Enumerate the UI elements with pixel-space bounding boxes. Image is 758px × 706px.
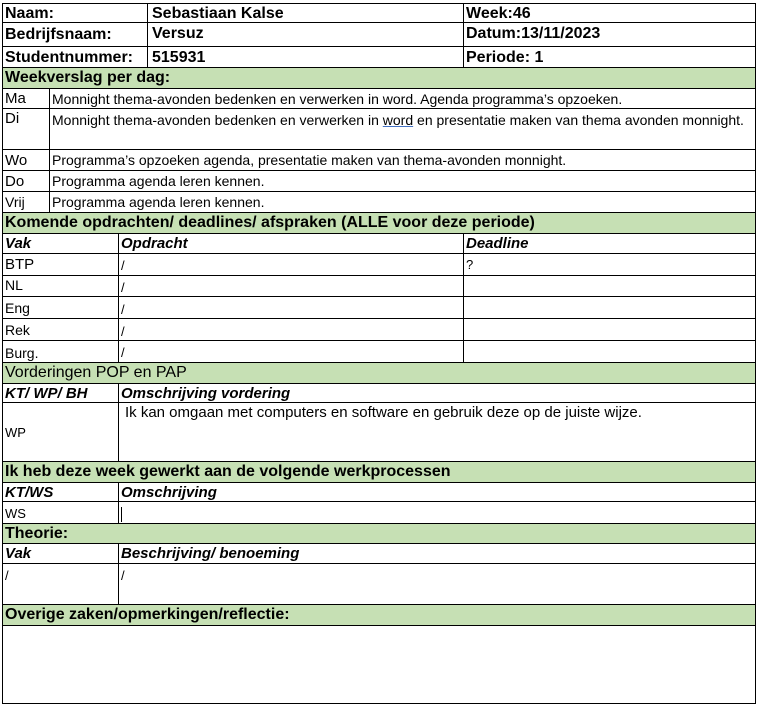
- day-text[interactable]: Programma agenda leren kennen.: [49, 192, 755, 212]
- period-label[interactable]: Periode: 1: [463, 47, 755, 67]
- col-subject: Vak: [5, 235, 32, 252]
- assignment-deadline[interactable]: [463, 297, 755, 318]
- assignment-text[interactable]: /: [118, 297, 463, 318]
- theory-header-row: [2, 544, 756, 564]
- col-description: Omschrijving vordering: [118, 384, 755, 402]
- weekly-report-form: [2, 3, 756, 704]
- header-row-student: [2, 47, 756, 68]
- assignment-subject: Rek: [5, 322, 30, 338]
- col-description: Beschrijving/ benoeming: [118, 544, 755, 563]
- day-label: Di: [5, 110, 20, 127]
- assignment-deadline[interactable]: ?: [463, 254, 755, 275]
- work-process-code: WS: [5, 506, 26, 521]
- student-number-label: Studentnummer:: [5, 49, 133, 66]
- weekly-report-title: Weekverslag per dag:: [2, 68, 756, 89]
- assignments-header-row: [2, 234, 756, 254]
- assignment-deadline[interactable]: [463, 276, 755, 296]
- day-text[interactable]: Monnight thema-avonden bedenken en verwerken in word. Agenda programma’s opzoeken.: [49, 89, 755, 108]
- day-row-wo: [2, 150, 756, 171]
- other-title: Overige zaken/opmerkingen/reflectie:: [2, 605, 756, 626]
- day-row-do: [2, 171, 756, 192]
- name-label: Naam:: [5, 5, 54, 22]
- assignment-row: [2, 319, 756, 341]
- assignment-subject: NL: [5, 277, 23, 293]
- progress-description[interactable]: Ik kan omgaan met computers en software en gebruik deze op de juiste wijze.: [118, 403, 755, 461]
- work-process-row: [2, 502, 756, 524]
- assignment-text[interactable]: /: [118, 341, 463, 362]
- day-label: Vrij: [5, 194, 25, 210]
- assignment-text[interactable]: /: [118, 319, 463, 340]
- other-content[interactable]: [2, 626, 756, 704]
- progress-row: [2, 403, 756, 462]
- theory-description[interactable]: /: [118, 564, 755, 604]
- day-text-after: en presentatie maken van thema avonden monnight.: [413, 112, 744, 128]
- day-label: Do: [5, 173, 25, 190]
- work-process-description[interactable]: [118, 502, 755, 523]
- theory-subject: /: [5, 568, 9, 583]
- week-label[interactable]: Week:46: [463, 4, 755, 22]
- assignment-row: [2, 341, 756, 363]
- assignment-text[interactable]: /: [118, 254, 463, 275]
- assignment-row: [2, 276, 756, 297]
- work-processes-header-row: [2, 483, 756, 502]
- assignment-text[interactable]: /: [118, 276, 463, 296]
- day-text[interactable]: Programma’s opzoeken agenda, presentatie maken van thema-avonden monnight.: [49, 150, 755, 170]
- day-row-di: [2, 109, 756, 150]
- day-text[interactable]: [49, 109, 755, 149]
- col-subject: Vak: [5, 545, 32, 562]
- progress-code: WP: [5, 425, 26, 440]
- theory-row: [2, 564, 756, 605]
- day-text-before: Monnight thema-avonden bedenken en verwerken in: [52, 112, 383, 128]
- assignment-row: [2, 297, 756, 319]
- assignment-deadline[interactable]: [463, 341, 755, 362]
- assignment-deadline[interactable]: [463, 319, 755, 340]
- day-row-ma: [2, 89, 756, 109]
- student-number-value[interactable]: 515931: [147, 47, 463, 67]
- assignment-row: [2, 254, 756, 276]
- assignment-subject: Eng: [5, 300, 30, 316]
- progress-header-row: [2, 384, 756, 403]
- name-value[interactable]: Sebastiaan Kalse: [147, 4, 463, 22]
- day-text-link: word: [382, 112, 414, 128]
- day-row-vrij: [2, 192, 756, 213]
- company-label: Bedrijfsnaam:: [5, 26, 112, 43]
- text-cursor: [121, 507, 122, 522]
- company-value[interactable]: Versuz: [147, 23, 463, 46]
- day-label: Ma: [5, 90, 26, 107]
- day-label: Wo: [5, 152, 28, 169]
- assignment-subject: Burg.: [5, 345, 39, 361]
- col-assignment: Opdracht: [118, 234, 463, 253]
- header-row-name: [2, 3, 756, 23]
- col-deadline: Deadline: [463, 234, 755, 253]
- assignments-title: Komende opdrachten/ deadlines/ afspraken (ALLE voor deze periode): [2, 213, 756, 234]
- col-code: KT/ WP/ BH: [5, 385, 88, 402]
- work-processes-title: Ik heb deze week gewerkt aan de volgende werkprocessen: [2, 462, 756, 483]
- assignment-subject: BTP: [5, 256, 35, 273]
- header-row-company: [2, 23, 756, 47]
- progress-title: Vorderingen POP en PAP: [2, 363, 756, 384]
- date-label[interactable]: Datum:13/11/2023: [463, 23, 755, 46]
- col-description: Omschrijving: [118, 483, 755, 501]
- theory-title: Theorie:: [2, 524, 756, 544]
- col-code: KT/WS: [5, 484, 54, 501]
- day-text[interactable]: Programma agenda leren kennen.: [49, 171, 755, 191]
